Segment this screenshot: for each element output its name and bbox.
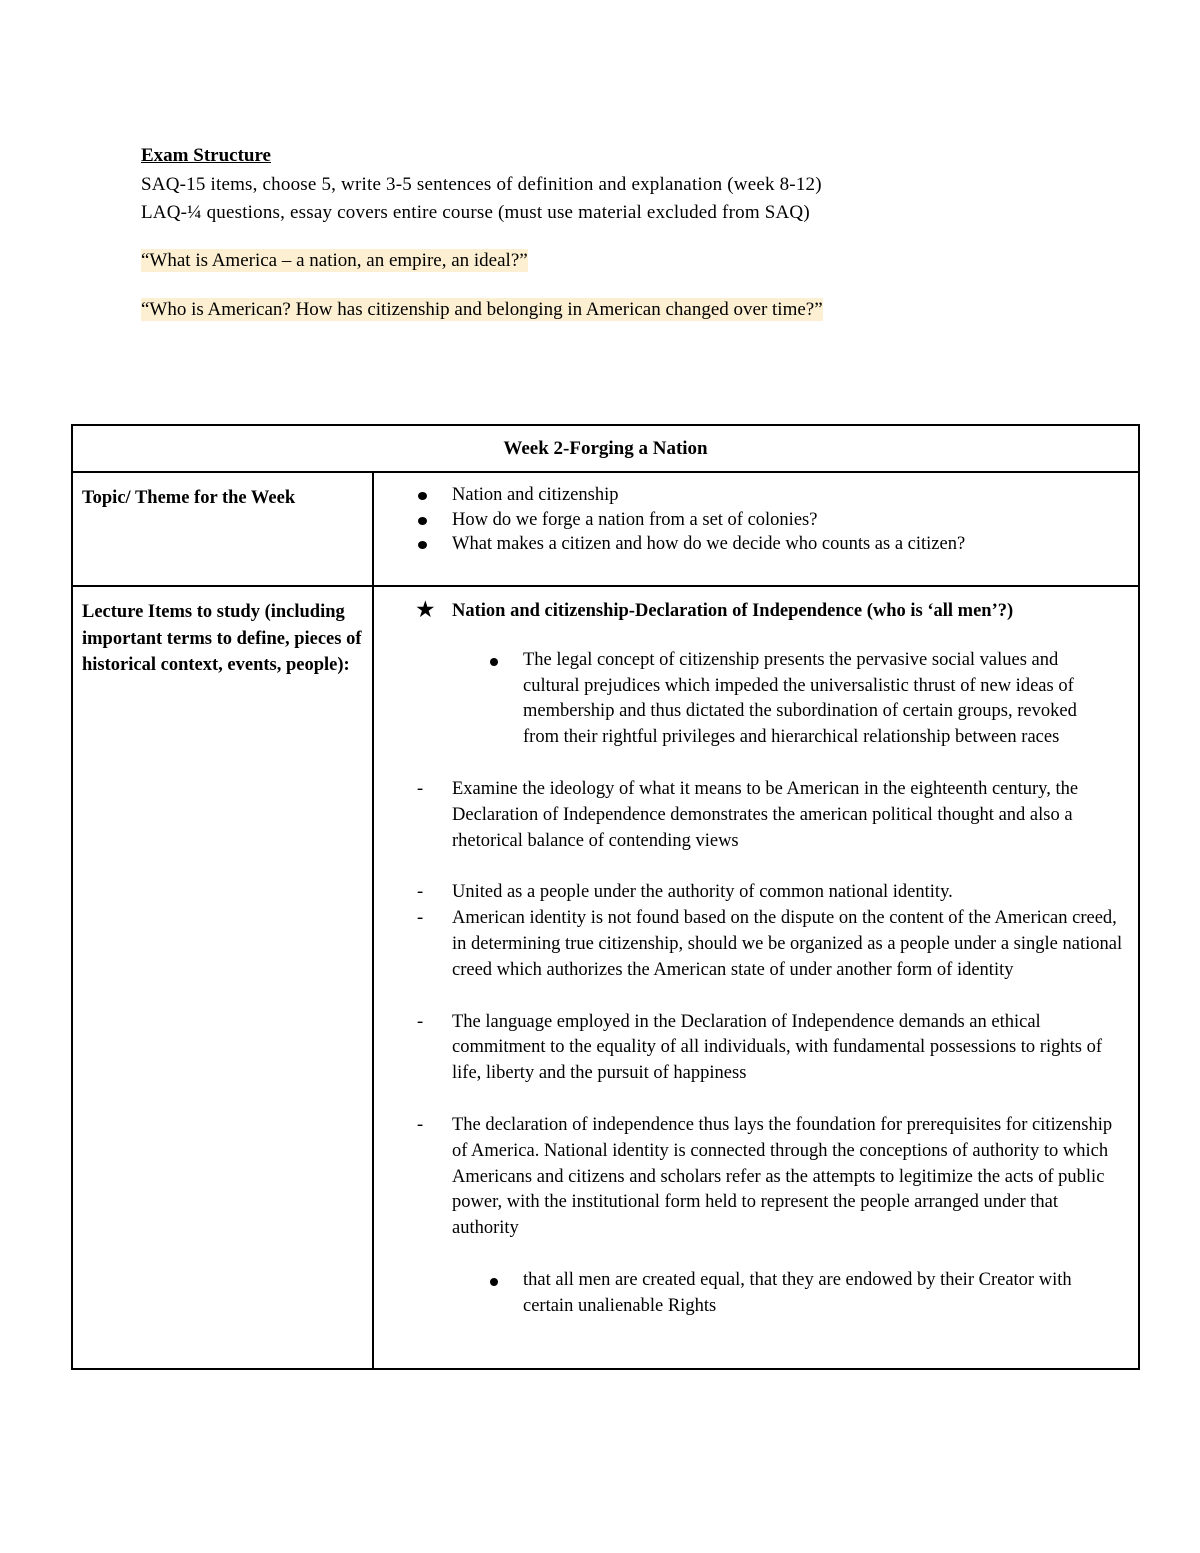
- lecture-label: Lecture Items to study (including important terms to define, pieces of historical context, events, people):: [72, 586, 373, 1369]
- week-2-table: [71, 424, 1140, 1370]
- dash-marker: -: [417, 1114, 424, 1135]
- list-item: that all men are created equal, that they are endowed by their Creator with certain unalienable Rights: [374, 1268, 1128, 1320]
- list-item: - The declaration of independence thus lays the foundation for prerequisites for citizenship of America. National identity is connected through the conceptions of authority to which Americans and citizens and scholars refer as the attempts to legitimize the acts of public power, with the institutional form held to represent the people arranged under that authority: [417, 1114, 1113, 1239]
- list-item: - Examine the ideology of what it means to be American in the eighteenth century, the Declaration of Independence demonstrates the american political thought and also a rhetorical balance of contending views: [417, 778, 1079, 851]
- bullet-icon: [490, 658, 498, 666]
- highlighted-question-citizenship: “Who is American? How has citizenship and belonging in American changed over time?”: [141, 299, 823, 320]
- list-item: - United as a people under the authority of common national identity.: [374, 880, 1128, 906]
- topic-label: Topic/ Theme for the Week: [72, 472, 373, 586]
- saq-description: SAQ-15 items, choose 5, write 3-5 sentences of definition and explanation (week 8-12): [141, 173, 822, 195]
- topic-list: [374, 483, 1128, 557]
- bullet-icon: [418, 517, 427, 525]
- list-item: - The language employed in the Declaration of Independence demands an ethical commitment to the equality of all individuals, with fundamental possessions to rights of life, liberty and the pursuit of happiness: [417, 1011, 1102, 1084]
- list-item: Nation and citizenship: [374, 483, 1128, 508]
- list-item: - American identity is not found based on the dispute on the content of the American creed, in determining true citizenship, should we be organized as a people under a single national creed which authorizes the American state of under another form of identity: [417, 908, 1123, 980]
- week-title: Week 2-Forging a Nation: [72, 425, 1139, 472]
- laq-description: LAQ-¼ questions, essay covers entire course (must use material excluded from SAQ): [141, 202, 810, 223]
- dash-marker: -: [417, 908, 424, 929]
- exam-structure-section: [141, 142, 1141, 325]
- list-item: How do we forge a nation from a set of colonies?: [374, 508, 1128, 533]
- table-row-lecture: [72, 586, 1139, 1369]
- bullet-icon: [490, 1278, 498, 1286]
- bullet-icon: [418, 541, 427, 549]
- star-heading-text: Nation and citizenship-Declaration of Independence (who is ‘all men’?): [452, 601, 1014, 621]
- star-heading: [374, 599, 1128, 625]
- dash-marker: -: [417, 882, 424, 903]
- bullet-icon: [418, 492, 427, 500]
- exam-structure-title: Exam Structure: [141, 145, 271, 166]
- lecture-content: [373, 586, 1139, 1369]
- topic-content: [373, 472, 1139, 586]
- star-icon: ★: [415, 597, 436, 622]
- dash-marker: -: [417, 778, 424, 799]
- highlighted-question-america: “What is America – a nation, an empire, an ideal?”: [141, 249, 528, 271]
- list-item: What makes a citizen and how do we decide who counts as a citizen?: [374, 532, 1128, 557]
- list-item: The legal concept of citizenship presents the pervasive social values and cultural prejudices which impeded the universalistic thrust of new ideas of membership and thus dictated the subordination of certain groups, revoked from their rightful privileges and hierarchical relationship between races: [374, 648, 1128, 751]
- table-row-topic: [72, 472, 1139, 586]
- table-title-row: [72, 425, 1139, 472]
- dash-marker: -: [417, 1011, 424, 1032]
